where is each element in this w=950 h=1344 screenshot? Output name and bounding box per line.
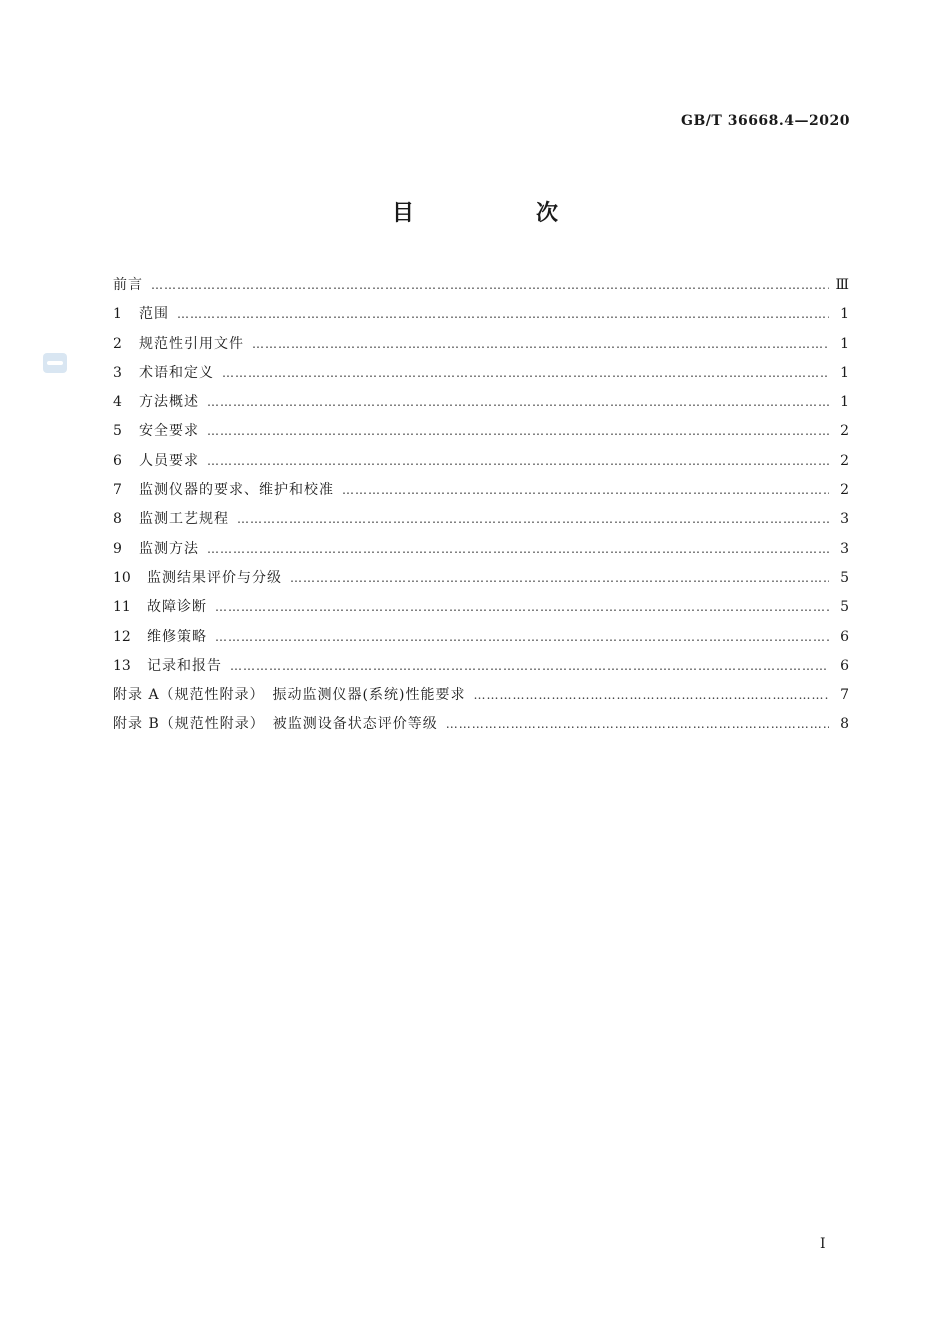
toc-label: 监测结果评价与分级 [147, 569, 282, 586]
toc-page: 5 [840, 599, 849, 616]
toc-leader [230, 652, 829, 681]
toc-page: 2 [840, 482, 849, 499]
toc-entry[interactable] [113, 535, 849, 564]
toc-label: 附录 A（规范性附录） 振动监测仪器(系统)性能要求 [113, 687, 466, 704]
toc-number: 8 [113, 511, 122, 528]
toc-page: 1 [840, 335, 849, 352]
toc-number: 6 [113, 452, 122, 469]
toc-number: 3 [113, 364, 122, 381]
toc-label: 监测仪器的要求、维护和校准 [139, 482, 334, 499]
toc-leader [252, 330, 829, 359]
toc-number: 13 [113, 657, 131, 674]
toc-label: 规范性引用文件 [139, 335, 244, 352]
toc-leader [473, 681, 829, 710]
toc-label: 人员要求 [139, 452, 199, 469]
toc-page: 7 [840, 687, 849, 704]
toc-page: 1 [840, 306, 849, 323]
toc-label: 监测工艺规程 [139, 511, 229, 528]
toc-leader [207, 535, 829, 564]
toc-entry[interactable] [113, 417, 849, 446]
toc-label: 范围 [139, 306, 169, 323]
toc-label: 监测方法 [139, 540, 199, 557]
toc-entry-annex-a[interactable] [113, 681, 849, 710]
toc-label: 故障诊断 [147, 599, 207, 616]
toc-leader [290, 564, 829, 593]
toc-number: 7 [113, 482, 122, 499]
toc-entry[interactable] [113, 359, 849, 388]
toc-entry[interactable] [113, 564, 849, 593]
toc-leader [207, 447, 829, 476]
toc-number: 9 [113, 540, 122, 557]
toc-leader [342, 476, 829, 505]
toc-entry[interactable] [113, 388, 849, 417]
toc-entry[interactable] [113, 593, 849, 622]
toc-page: 8 [840, 716, 849, 733]
toc-label: 安全要求 [139, 423, 199, 440]
toc-leader [222, 359, 829, 388]
toc-page: Ⅲ [835, 277, 849, 293]
toc-leader [215, 593, 829, 622]
toc-leader [215, 623, 829, 652]
toc-page: 2 [840, 452, 849, 469]
toc-leader [446, 710, 829, 739]
toc-entry[interactable] [113, 447, 849, 476]
toc-leader [207, 388, 829, 417]
toc-number: 5 [113, 423, 122, 440]
toc-entry-preface[interactable] [113, 271, 849, 300]
toc-page: 3 [840, 511, 849, 528]
toc-page: 5 [840, 569, 849, 586]
toc-entry[interactable] [113, 330, 849, 359]
toc-page: 6 [840, 657, 849, 674]
toc-page: 1 [840, 364, 849, 381]
toc-entry-annex-b[interactable] [113, 710, 849, 739]
toc-label: 方法概述 [139, 394, 199, 411]
toc-number: 2 [113, 335, 122, 352]
page-number: I [820, 1236, 826, 1252]
toc-entry[interactable] [113, 300, 849, 329]
toc-leader [237, 505, 829, 534]
toc-label: 维修策略 [147, 628, 207, 645]
toc-entry[interactable] [113, 505, 849, 534]
standard-code: GB/T 36668.4—2020 [681, 113, 850, 129]
toc-entry[interactable] [113, 623, 849, 652]
toc-number: 10 [113, 569, 131, 586]
table-of-contents [113, 271, 849, 740]
toc-number: 4 [113, 394, 122, 411]
watermark-logo-icon [42, 350, 68, 376]
toc-number: 1 [113, 306, 122, 323]
toc-label: 术语和定义 [139, 364, 214, 381]
toc-label: 记录和报告 [147, 657, 222, 674]
toc-page: 6 [840, 628, 849, 645]
toc-page: 3 [840, 540, 849, 557]
toc-page: 1 [840, 394, 849, 411]
page-title: 目 次 [391, 201, 608, 226]
toc-page: 2 [840, 423, 849, 440]
toc-label: 前言 [113, 277, 143, 293]
toc-leader [207, 417, 829, 446]
toc-label: 附录 B（规范性附录） 被监测设备状态评价等级 [113, 716, 438, 733]
toc-number: 11 [113, 599, 131, 616]
toc-leader [177, 300, 829, 329]
toc-entry[interactable] [113, 476, 849, 505]
toc-number: 12 [113, 628, 131, 645]
toc-leader [151, 271, 829, 300]
toc-entry[interactable] [113, 652, 849, 681]
